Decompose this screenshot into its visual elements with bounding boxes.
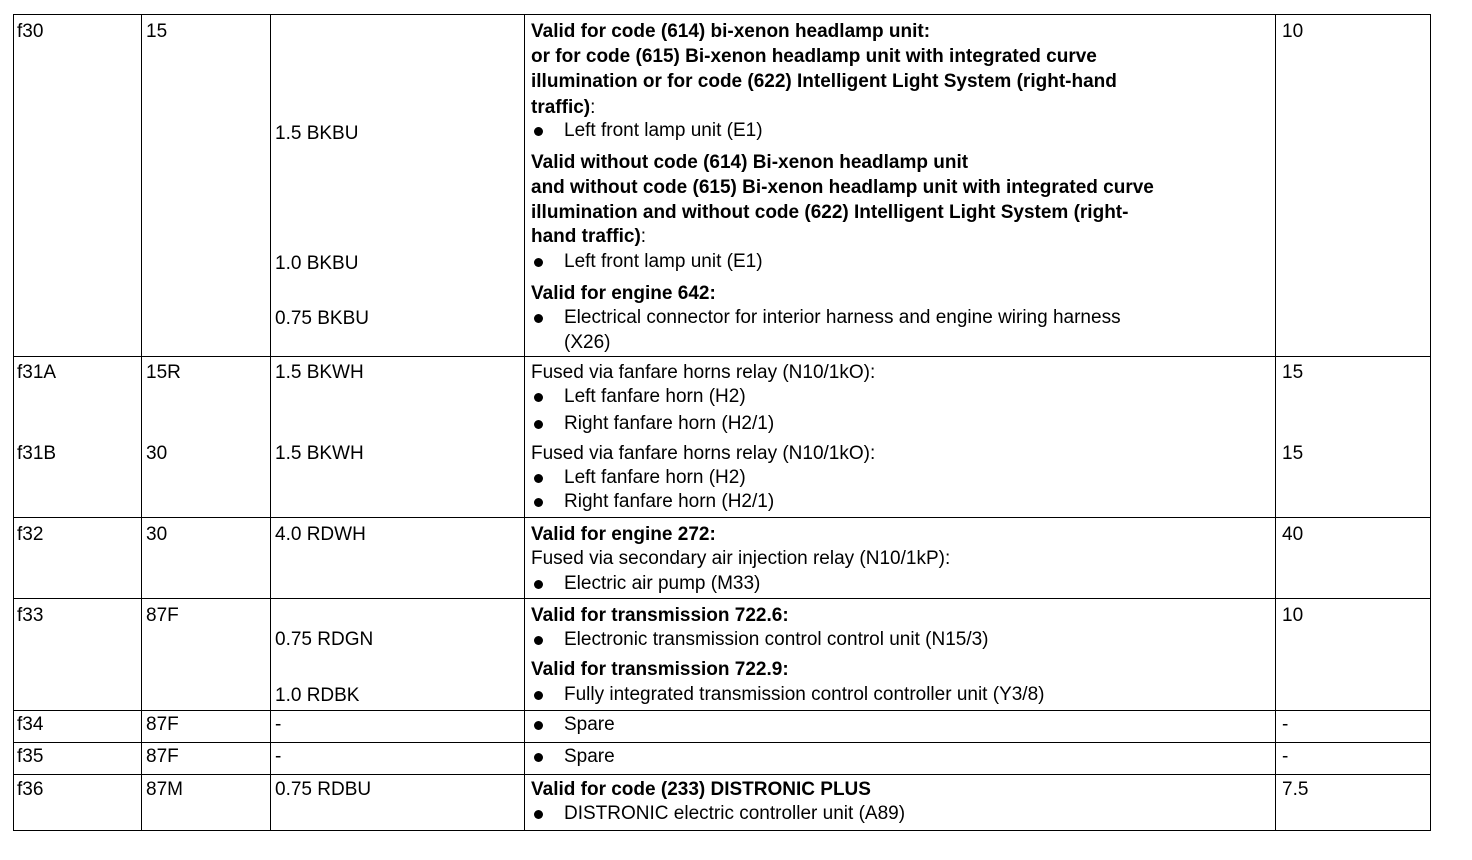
fuse-rating: -	[1282, 746, 1289, 767]
condition-line: Valid without code (614) Bi-xenon headlamp unit	[531, 152, 969, 173]
fuse-rating: 10	[1282, 605, 1304, 626]
bullet-icon	[534, 721, 543, 730]
wire: 1.5 BKBU	[275, 123, 359, 144]
wire: -	[275, 714, 282, 735]
bullet-icon	[534, 753, 543, 762]
terminal: 30	[146, 524, 168, 545]
bullet-icon	[534, 127, 543, 136]
terminal: 30	[146, 443, 168, 464]
table-row-f34: f34 87F - Spare -	[13, 710, 1431, 742]
fuse-rating: 10	[1282, 21, 1304, 42]
description-header: Fused via fanfare horns relay (N10/1kO):	[531, 443, 876, 464]
wire: 1.5 BKWH	[275, 362, 364, 383]
terminal: 87F	[146, 605, 179, 626]
fuse-id: f32	[17, 524, 44, 545]
condition-line: Valid for transmission 722.6:	[531, 605, 789, 626]
wire: 1.0 RDBK	[275, 685, 360, 706]
fuse-rating: 15	[1282, 362, 1304, 383]
condition-line: Valid for engine 272:	[531, 524, 716, 545]
wire: 0.75 RDBU	[275, 779, 372, 800]
wire: 0.75 BKBU	[275, 308, 369, 329]
table-row-f30: f30 15 1.5 BKBU 1.0 BKBU 0.75 BKBU Valid for code (614) bi-xenon headlamp unit: or for code (615) Bi-xenon headlamp unit with integrated curve illumination or for code (622) Intelligent Light System (right-hand traffic): Left front lamp unit (E1) Valid without code (614) Bi-xenon headlamp unit and without code (615) Bi-xenon headlamp unit with integrated curve illumination and without code (622) Intelligent Light System (right- hand traffic): Left front lamp unit (E1) Valid for engine 642: Electrical connector for interior harness and engine wiring harness (X26) 10	[13, 14, 1431, 356]
table-row-f33: f33 87F 0.75 RDGN 1.0 RDBK Valid for transmission 722.6: Electronic transmission control control unit (N15/3) Valid for transmission 722.9: Fully integrated transmission control controller unit (Y3/8) 10	[13, 598, 1431, 710]
bullet-icon	[534, 636, 543, 645]
fuse-id: f36	[17, 779, 44, 800]
bullet-icon	[534, 691, 543, 700]
fuse-id: f35	[17, 746, 44, 767]
wire: 1.0 BKBU	[275, 253, 359, 274]
bullet-icon	[534, 420, 543, 429]
table-row-f31: f31A 15R 1.5 BKWH Fused via fanfare horns relay (N10/1kO): Left fanfare horn (H2) Right fanfare horn (H2/1) 15 f31B 30 1.5 BKWH Fused via fanfare horns relay (N10/1kO): Left fanfare horn (H2) Right fanfare horn (H2/1) 15	[13, 356, 1431, 517]
fuse-rating: 15	[1282, 443, 1304, 464]
terminal: 87F	[146, 714, 179, 735]
wire: 1.5 BKWH	[275, 443, 364, 464]
condition-line: traffic):	[531, 97, 596, 118]
condition-line: Valid for code (233) DISTRONIC PLUS	[531, 779, 871, 800]
condition-line: Valid for transmission 722.9:	[531, 659, 789, 680]
fuse-rating: 40	[1282, 524, 1304, 545]
fuse-id: f31A	[17, 362, 57, 383]
condition-line: and without code (615) Bi-xenon headlamp unit with integrated curve	[531, 177, 1154, 198]
bullet-icon	[534, 474, 543, 483]
condition-line: illumination or for code (622) Intelligent Light System (right-hand	[531, 71, 1117, 92]
wire: -	[275, 746, 282, 767]
description-header: Fused via secondary air injection relay (N10/1kP):	[531, 548, 951, 569]
table-row-f35: f35 87F - Spare -	[13, 742, 1431, 774]
wire: 0.75 RDGN	[275, 629, 374, 650]
bullet-icon	[534, 314, 543, 323]
bullet-icon	[534, 498, 543, 507]
fuse-id: f30	[17, 21, 44, 42]
fuse-id: f31B	[17, 443, 57, 464]
condition-line: illumination and without code (622) Intelligent Light System (right-	[531, 202, 1129, 223]
fuse-id: f34	[17, 714, 44, 735]
condition-line: Valid for code (614) bi-xenon headlamp unit:	[531, 21, 931, 42]
table-row-f36: f36 87M 0.75 RDBU Valid for code (233) DISTRONIC PLUS DISTRONIC electric controller unit (A89) 7.5	[13, 774, 1431, 831]
fuse-id: f33	[17, 605, 44, 626]
description-header: Fused via fanfare horns relay (N10/1kO):	[531, 362, 876, 383]
condition-line: Valid for engine 642:	[531, 283, 716, 304]
fuse-rating: -	[1282, 714, 1289, 735]
terminal: 15	[146, 21, 168, 42]
bullet-icon	[534, 580, 543, 589]
terminal: 15R	[146, 362, 181, 383]
bullet-icon	[534, 810, 543, 819]
bullet-icon	[534, 393, 543, 402]
table-row-f32: f32 30 4.0 RDWH Valid for engine 272: Fused via secondary air injection relay (N10/1kP): Electric air pump (M33) 40	[13, 517, 1431, 598]
list-item-continuation: (X26)	[564, 332, 611, 353]
terminal: 87M	[146, 779, 183, 800]
condition-line: or for code (615) Bi-xenon headlamp unit with integrated curve	[531, 46, 1097, 67]
bullet-icon	[534, 258, 543, 267]
wire: 4.0 RDWH	[275, 524, 366, 545]
condition-line: hand traffic):	[531, 226, 647, 247]
terminal: 87F	[146, 746, 179, 767]
fuse-rating: 7.5	[1282, 779, 1309, 800]
fuse-table	[13, 14, 1431, 831]
